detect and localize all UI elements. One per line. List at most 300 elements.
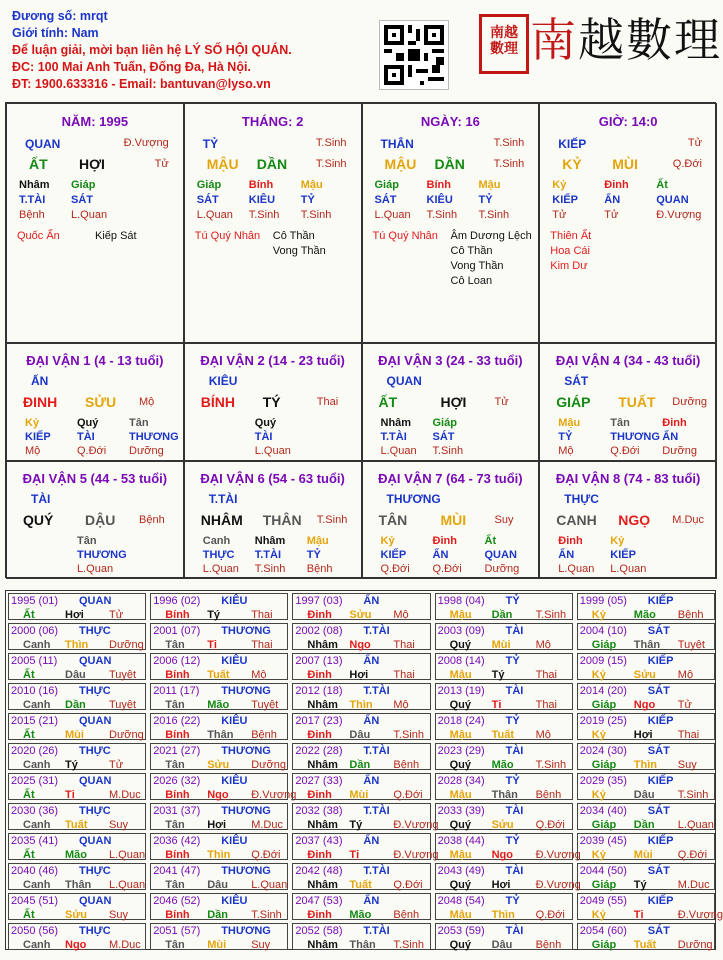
year-god: ẤN bbox=[363, 775, 380, 787]
dai-van-cell bbox=[362, 461, 540, 579]
year-cell bbox=[8, 893, 146, 920]
year-state: Đ.Vượng bbox=[393, 849, 439, 861]
dai-van-hidden: T.Sinh bbox=[432, 445, 464, 457]
year-label: 2046 (52) bbox=[153, 895, 201, 907]
year-cell bbox=[292, 743, 430, 770]
pillar-branch-state: Tử bbox=[687, 137, 702, 149]
dai-van-hidden: ẤN bbox=[662, 431, 679, 443]
year-cell bbox=[577, 623, 715, 650]
dai-van-state: Mộ bbox=[139, 396, 155, 408]
year-label: 2035 (41) bbox=[11, 835, 59, 847]
dai-van-hidden: Tân bbox=[129, 417, 149, 429]
dai-van-hidden: Kỷ bbox=[610, 535, 625, 547]
year-branch: Thìn bbox=[207, 849, 231, 861]
year-state: Bệnh bbox=[251, 729, 277, 741]
dai-van-cell bbox=[362, 343, 540, 461]
pillar-cell bbox=[6, 103, 184, 343]
year-god: KIÊU bbox=[221, 715, 248, 727]
dai-van-hidden: THƯƠNG bbox=[610, 431, 660, 443]
year-stem: Giáp bbox=[591, 879, 617, 891]
star-good: Thiên Ất bbox=[550, 230, 592, 242]
year-cell bbox=[8, 713, 146, 740]
year-branch: Ngọ bbox=[491, 849, 513, 861]
year-god: KIẾP bbox=[647, 895, 674, 907]
year-stem: Quý bbox=[449, 699, 471, 711]
dai-van-hidden: Dưỡng bbox=[484, 563, 520, 575]
year-label: 2051 (57) bbox=[153, 925, 201, 937]
year-god: THỰC bbox=[79, 745, 111, 757]
year-stem: Canh bbox=[23, 639, 51, 651]
year-stem: Mậu bbox=[449, 849, 472, 861]
pillar-branch: DẦN bbox=[256, 156, 288, 172]
year-branch: Thìn bbox=[633, 759, 658, 771]
year-stem: Tân bbox=[165, 819, 185, 831]
year-stem: Kỷ bbox=[591, 669, 606, 681]
year-stem: Bính bbox=[165, 849, 190, 861]
dai-van-cell bbox=[539, 343, 717, 461]
year-stem: Tân bbox=[165, 879, 185, 891]
dai-van-state: Tử bbox=[494, 396, 509, 408]
year-cell bbox=[577, 893, 723, 921]
year-label: 2032 (38) bbox=[295, 805, 343, 817]
dai-van-hidden: Mộ bbox=[558, 445, 574, 457]
year-label: 1999 (05) bbox=[579, 595, 627, 607]
year-label: 2050 (56) bbox=[11, 925, 59, 937]
year-branch: Ngọ bbox=[633, 699, 656, 711]
year-god: KIÊU bbox=[221, 775, 248, 787]
pillar-title: GIỜ: 14:0 bbox=[598, 114, 658, 129]
year-cell bbox=[150, 893, 288, 920]
year-state: T.Sinh bbox=[535, 609, 567, 621]
dai-van-god: TÀI bbox=[31, 492, 51, 506]
year-label: 2039 (45) bbox=[579, 835, 627, 847]
year-label: 2053 (59) bbox=[437, 925, 485, 937]
year-label: 2006 (12) bbox=[153, 655, 201, 667]
year-label: 2022 (28) bbox=[295, 745, 343, 757]
hidden-stem: Giáp bbox=[374, 179, 399, 191]
year-state: Thai bbox=[535, 699, 557, 711]
hidden-stem: T.Sinh bbox=[300, 209, 332, 221]
pillar-stem-god: QUAN bbox=[25, 137, 61, 151]
hidden-stem: TỶ bbox=[300, 194, 315, 206]
dai-van-hidden: KIẾP bbox=[25, 431, 51, 443]
year-cell bbox=[435, 683, 573, 710]
year-label: 1996 (02) bbox=[153, 595, 201, 607]
dai-van-title: ĐẠI VẬN 1 (4 - 13 tuổi) bbox=[26, 353, 164, 368]
year-god: TỶ bbox=[505, 775, 520, 787]
year-state: L.Quan bbox=[109, 879, 146, 891]
dai-van-hidden: THỰC bbox=[202, 549, 235, 561]
year-state: Dưỡng bbox=[251, 759, 286, 771]
dai-van-hidden: Bệnh bbox=[306, 563, 333, 575]
pillar-branch-state: Đ.Vượng bbox=[123, 137, 169, 149]
year-label: 2021 (27) bbox=[153, 745, 201, 757]
dai-van-hidden: Mộ bbox=[25, 445, 41, 457]
year-god: KIÊU bbox=[221, 655, 248, 667]
pillar-title: NGÀY: 16 bbox=[420, 114, 480, 129]
dai-van-god: THƯƠNG bbox=[386, 492, 441, 506]
year-label: 2013 (19) bbox=[437, 685, 485, 697]
year-state: Tuyệt bbox=[109, 669, 137, 681]
year-god: TỶ bbox=[505, 655, 520, 667]
year-label: 2014 (20) bbox=[579, 685, 627, 697]
year-branch: Mão bbox=[491, 759, 514, 771]
pillar-title: THÁNG: 2 bbox=[241, 114, 304, 129]
year-god: T.TÀI bbox=[363, 805, 390, 817]
year-state: Suy bbox=[109, 909, 128, 921]
year-stem: Nhâm bbox=[307, 819, 338, 831]
year-label: 2048 (54) bbox=[437, 895, 485, 907]
dai-van-branch: MÙI bbox=[440, 512, 467, 528]
year-god: THỰC bbox=[79, 625, 111, 637]
year-god: ẤN bbox=[363, 655, 380, 667]
pillar-stem-god: THÂN bbox=[380, 137, 414, 151]
dai-van-hidden: Đinh bbox=[558, 535, 583, 547]
year-label: 2042 (48) bbox=[295, 865, 343, 877]
year-branch: Tị bbox=[65, 789, 75, 801]
year-god: TÀI bbox=[505, 745, 524, 757]
dai-van-hidden: ẤN bbox=[432, 549, 449, 561]
year-cell bbox=[577, 653, 715, 680]
year-stem: Giáp bbox=[591, 939, 617, 951]
year-stem: Đinh bbox=[307, 789, 332, 801]
dai-van-hidden: KIẾP bbox=[380, 549, 407, 561]
year-stem: Nhâm bbox=[307, 879, 338, 891]
year-label: 1997 (03) bbox=[295, 595, 343, 607]
dai-van-god: T.TÀI bbox=[208, 492, 238, 506]
hidden-stem: Ất bbox=[656, 179, 668, 191]
year-god: T.TÀI bbox=[363, 625, 390, 637]
year-god: QUAN bbox=[79, 775, 112, 787]
year-branch: Dậu bbox=[349, 729, 371, 741]
year-god: T.TÀI bbox=[363, 685, 390, 697]
dai-van-hidden: Dưỡng bbox=[662, 445, 698, 457]
star-good: Quốc Ấn bbox=[17, 230, 60, 242]
hidden-stem: L.Quan bbox=[71, 209, 108, 221]
dai-van-hidden: Ất bbox=[484, 535, 497, 547]
year-label: 2002 (08) bbox=[295, 625, 343, 637]
dai-van-state: T.Sinh bbox=[316, 514, 348, 526]
year-label: 2011 (17) bbox=[153, 685, 200, 697]
year-label: 2020 (26) bbox=[11, 745, 59, 757]
year-cell bbox=[577, 683, 715, 710]
pillar-cell bbox=[184, 103, 362, 343]
year-label: 2019 (25) bbox=[579, 715, 627, 727]
year-cell bbox=[150, 863, 288, 890]
year-stem: Giáp bbox=[591, 759, 617, 771]
year-cell bbox=[8, 593, 146, 620]
year-state: M.Dục bbox=[251, 819, 283, 831]
year-state: T.Sinh bbox=[393, 939, 424, 951]
year-label: 2049 (55) bbox=[579, 895, 627, 907]
hidden-stem: Giáp bbox=[196, 179, 222, 191]
year-state: Đ.Vượng bbox=[251, 789, 297, 801]
hidden-stem: Bính bbox=[248, 179, 274, 191]
dai-van-branch: TUẤT bbox=[618, 394, 656, 410]
year-state: Q.Đới bbox=[251, 849, 281, 861]
year-state: Thai bbox=[251, 609, 273, 621]
hidden-stem: SÁT bbox=[196, 194, 219, 206]
year-label: 2017 (23) bbox=[295, 715, 343, 727]
year-state: Mộ bbox=[535, 639, 551, 651]
year-stem: Mậu bbox=[449, 669, 472, 681]
year-stem: Bính bbox=[165, 729, 190, 741]
year-god: TÀI bbox=[505, 625, 524, 637]
dai-van-hidden: TỶ bbox=[558, 431, 573, 443]
year-cell bbox=[435, 833, 581, 861]
year-state: Bệnh bbox=[393, 909, 420, 921]
year-branch: Mùi bbox=[491, 639, 511, 651]
year-state: Thai bbox=[393, 669, 415, 681]
year-label: 2030 (36) bbox=[11, 805, 59, 817]
year-god: SÁT bbox=[647, 805, 670, 817]
year-state: Bệnh bbox=[393, 759, 420, 771]
year-branch: Mùi bbox=[633, 849, 653, 861]
year-label: 2033 (39) bbox=[437, 805, 485, 817]
year-stem: Đinh bbox=[307, 669, 332, 681]
year-label: 2026 (32) bbox=[153, 775, 201, 787]
year-god: QUAN bbox=[79, 715, 112, 727]
dai-van-title: ĐẠI VẬN 6 (54 - 63 tuổi) bbox=[200, 471, 345, 486]
year-cell bbox=[292, 773, 430, 800]
dai-van-hidden: Tân bbox=[77, 535, 97, 547]
year-cell bbox=[292, 683, 430, 710]
dai-van-branch: DẬU bbox=[85, 512, 116, 528]
dai-van-hidden: Tân bbox=[610, 417, 630, 429]
dai-van-god: QUAN bbox=[386, 374, 422, 388]
dai-van-title: ĐẠI VẬN 7 (64 - 73 tuổi) bbox=[378, 471, 523, 486]
year-branch: Ngọ bbox=[65, 939, 87, 951]
dai-van-cell bbox=[539, 461, 717, 579]
year-god: ẤN bbox=[363, 895, 380, 907]
dai-van-hidden: ẤN bbox=[558, 549, 575, 561]
year-label: 2000 (06) bbox=[11, 625, 59, 637]
year-cell bbox=[150, 683, 288, 710]
year-cell bbox=[8, 623, 146, 650]
hidden-stem: Nhâm bbox=[19, 179, 50, 191]
year-god: KIẾP bbox=[647, 595, 674, 607]
year-branch: Dần bbox=[65, 699, 86, 711]
year-stem: Nhâm bbox=[307, 939, 338, 951]
year-state: Mộ bbox=[535, 729, 551, 741]
dai-van-title: ĐẠI VẬN 4 (34 - 43 tuổi) bbox=[555, 353, 701, 368]
year-state: Q.Đới bbox=[393, 879, 423, 891]
year-god: KIẾP bbox=[647, 775, 674, 787]
year-state: Dưỡng bbox=[109, 639, 144, 651]
pillar-branch-state: T.Sinh bbox=[493, 137, 525, 149]
year-label: 2044 (50) bbox=[579, 865, 627, 877]
year-cell bbox=[292, 833, 439, 861]
year-branch: Sửu bbox=[349, 609, 372, 621]
year-cell bbox=[8, 773, 146, 800]
dai-van-god: THỰC bbox=[564, 492, 599, 506]
year-cell bbox=[435, 923, 573, 950]
star-good: Hoa Cái bbox=[550, 245, 590, 257]
pillar-branch-god: T.Sinh bbox=[315, 158, 347, 170]
pillar-title: NĂM: 1995 bbox=[61, 114, 129, 129]
star-bad: Âm Dương Lệch bbox=[450, 230, 532, 242]
hidden-stem: KIÊU bbox=[248, 194, 276, 206]
dai-van-hidden: T.TÀI bbox=[380, 431, 407, 443]
dai-van-title: ĐẠI VẬN 3 (24 - 33 tuổi) bbox=[378, 353, 523, 368]
year-stem: Mậu bbox=[449, 609, 472, 621]
year-branch: Tý bbox=[349, 819, 363, 831]
dai-van-hidden: Q.Đới bbox=[380, 563, 410, 575]
year-god: THƯƠNG bbox=[221, 805, 271, 817]
dai-van-hidden: Đinh bbox=[662, 417, 687, 429]
dai-van-branch: NGỌ bbox=[618, 512, 651, 528]
year-label: 2029 (35) bbox=[579, 775, 627, 787]
year-stem: Giáp bbox=[591, 699, 617, 711]
hidden-stem: Kỷ bbox=[552, 179, 567, 191]
year-god: T.TÀI bbox=[363, 925, 390, 937]
year-cell bbox=[292, 653, 430, 680]
year-god: QUAN bbox=[79, 835, 112, 847]
year-branch: Thìn bbox=[65, 639, 89, 651]
year-state: Tử bbox=[109, 609, 124, 621]
dai-van-state: Bệnh bbox=[139, 514, 165, 526]
brand-seal-icon: 南越 數理 bbox=[479, 14, 529, 74]
year-label: 2054 (60) bbox=[579, 925, 627, 937]
year-stem: Quý bbox=[449, 939, 471, 951]
year-branch: Mão bbox=[207, 699, 230, 711]
year-state: Tử bbox=[109, 759, 124, 771]
pillar-stem-god: TỶ bbox=[202, 137, 219, 151]
pillar-cell bbox=[362, 103, 540, 343]
year-state: Q.Đới bbox=[535, 909, 565, 921]
year-label: 2025 (31) bbox=[11, 775, 59, 787]
dai-van-hidden: TÀI bbox=[77, 431, 95, 443]
hidden-stem: Tử bbox=[604, 209, 619, 221]
year-god: QUAN bbox=[79, 595, 112, 607]
year-god: T.TÀI bbox=[363, 865, 390, 877]
year-branch: Thân bbox=[207, 729, 234, 741]
year-state: Thai bbox=[535, 669, 557, 681]
dai-van-hidden: THƯƠNG bbox=[77, 549, 127, 561]
year-label: 2043 (49) bbox=[437, 865, 485, 877]
dai-van-cell bbox=[6, 461, 184, 579]
dai-van-stem: BÍNH bbox=[200, 394, 235, 410]
year-cell bbox=[577, 743, 715, 770]
year-branch: Hợi bbox=[491, 879, 511, 891]
dai-van-stem: ĐINH bbox=[23, 394, 58, 410]
year-state: Thai bbox=[677, 729, 700, 741]
year-state: M.Dục bbox=[109, 939, 141, 951]
year-label: 2009 (15) bbox=[579, 655, 627, 667]
year-label: 2010 (16) bbox=[11, 685, 59, 697]
year-label: 2036 (42) bbox=[153, 835, 201, 847]
year-stem: Bính bbox=[165, 609, 190, 621]
dai-van-hidden: Q.Đới bbox=[77, 445, 107, 457]
year-state: Tử bbox=[677, 699, 692, 711]
year-cell bbox=[150, 593, 288, 620]
dai-van-state: Thai bbox=[316, 396, 339, 408]
year-stem: Nhâm bbox=[307, 639, 338, 651]
year-label: 2037 (43) bbox=[295, 835, 343, 847]
year-god: TÀI bbox=[505, 685, 524, 697]
year-god: KIÊU bbox=[221, 835, 248, 847]
year-cell bbox=[150, 713, 288, 740]
year-state: Q.Đới bbox=[393, 789, 423, 801]
dai-van-stem: NHÂM bbox=[200, 512, 243, 528]
year-stem: Nhâm bbox=[307, 759, 338, 771]
dai-van-hidden: Mậu bbox=[558, 417, 581, 429]
year-state: Mộ bbox=[393, 699, 409, 711]
year-branch: Mùi bbox=[207, 939, 227, 951]
year-cell bbox=[435, 713, 573, 740]
year-branch: Tuất bbox=[349, 879, 372, 891]
dai-van-hidden: SÁT bbox=[432, 431, 455, 443]
year-cell bbox=[8, 743, 146, 770]
year-stem: Kỷ bbox=[591, 729, 606, 741]
year-branch: Dậu bbox=[633, 789, 655, 801]
header-info bbox=[12, 8, 372, 93]
year-god: TÀI bbox=[505, 865, 524, 877]
star-bad: Kiếp Sát bbox=[95, 230, 137, 242]
year-god: KIẾP bbox=[647, 715, 674, 727]
year-cell bbox=[292, 923, 430, 950]
year-state: Bệnh bbox=[535, 789, 562, 801]
year-stem: Đinh bbox=[307, 729, 332, 741]
dai-van-hidden: Quý bbox=[77, 417, 99, 429]
dai-van-hidden: Kỷ bbox=[380, 535, 395, 547]
hidden-stem: L.Quan bbox=[374, 209, 411, 221]
dai-van-hidden: TÀI bbox=[254, 431, 273, 443]
year-god: THƯƠNG bbox=[221, 925, 271, 937]
year-cell bbox=[8, 803, 146, 830]
pillar-branch-god: T.Sinh bbox=[493, 158, 525, 170]
year-god: T.TÀI bbox=[363, 745, 390, 757]
year-branch: Dần bbox=[349, 759, 371, 771]
hidden-stem: Đ.Vượng bbox=[656, 209, 702, 221]
pillar-branch-god: Q.Đới bbox=[672, 158, 702, 170]
year-label: 2008 (14) bbox=[437, 655, 485, 667]
year-god: SÁT bbox=[647, 865, 670, 877]
hidden-stem: L.Quan bbox=[196, 209, 233, 221]
year-god: ẤN bbox=[363, 835, 380, 847]
year-branch: Tị bbox=[207, 639, 217, 651]
dai-van-hidden: L.Quan bbox=[254, 445, 291, 457]
year-god: QUAN bbox=[79, 655, 112, 667]
hidden-stem: SÁT bbox=[71, 194, 93, 206]
year-god: KIẾP bbox=[647, 835, 674, 847]
year-cell bbox=[150, 833, 288, 860]
year-branch: Dậu bbox=[65, 669, 86, 681]
year-branch: Ngọ bbox=[207, 789, 229, 801]
year-cell bbox=[292, 803, 439, 831]
year-branch: Dậu bbox=[491, 939, 513, 951]
dai-van-hidden: L.Quan bbox=[610, 563, 647, 575]
year-cell bbox=[435, 773, 573, 800]
year-state: Tuyệt bbox=[677, 639, 705, 651]
year-stem: Quý bbox=[449, 759, 471, 771]
year-state: Q.Đới bbox=[677, 849, 708, 861]
year-branch: Tuất bbox=[207, 669, 230, 681]
year-label: 2040 (46) bbox=[11, 865, 59, 877]
year-stem: Canh bbox=[23, 699, 51, 711]
year-state: L.Quan bbox=[677, 819, 714, 831]
dai-van-title: ĐẠI VẬN 5 (44 - 53 tuổi) bbox=[22, 471, 168, 486]
year-cell bbox=[435, 803, 573, 830]
year-state: Bệnh bbox=[535, 939, 562, 951]
dai-van-branch: HỢI bbox=[440, 394, 467, 410]
year-cell bbox=[577, 773, 715, 800]
year-state: Suy bbox=[251, 939, 271, 951]
year-stem: Kỷ bbox=[591, 609, 606, 621]
pillar-stem: ẤT bbox=[29, 156, 48, 172]
phone-email[interactable]: ĐT: 1900.633316 - Email: bantuvan@lyso.vn bbox=[12, 77, 271, 91]
year-label: 2023 (29) bbox=[437, 745, 485, 757]
